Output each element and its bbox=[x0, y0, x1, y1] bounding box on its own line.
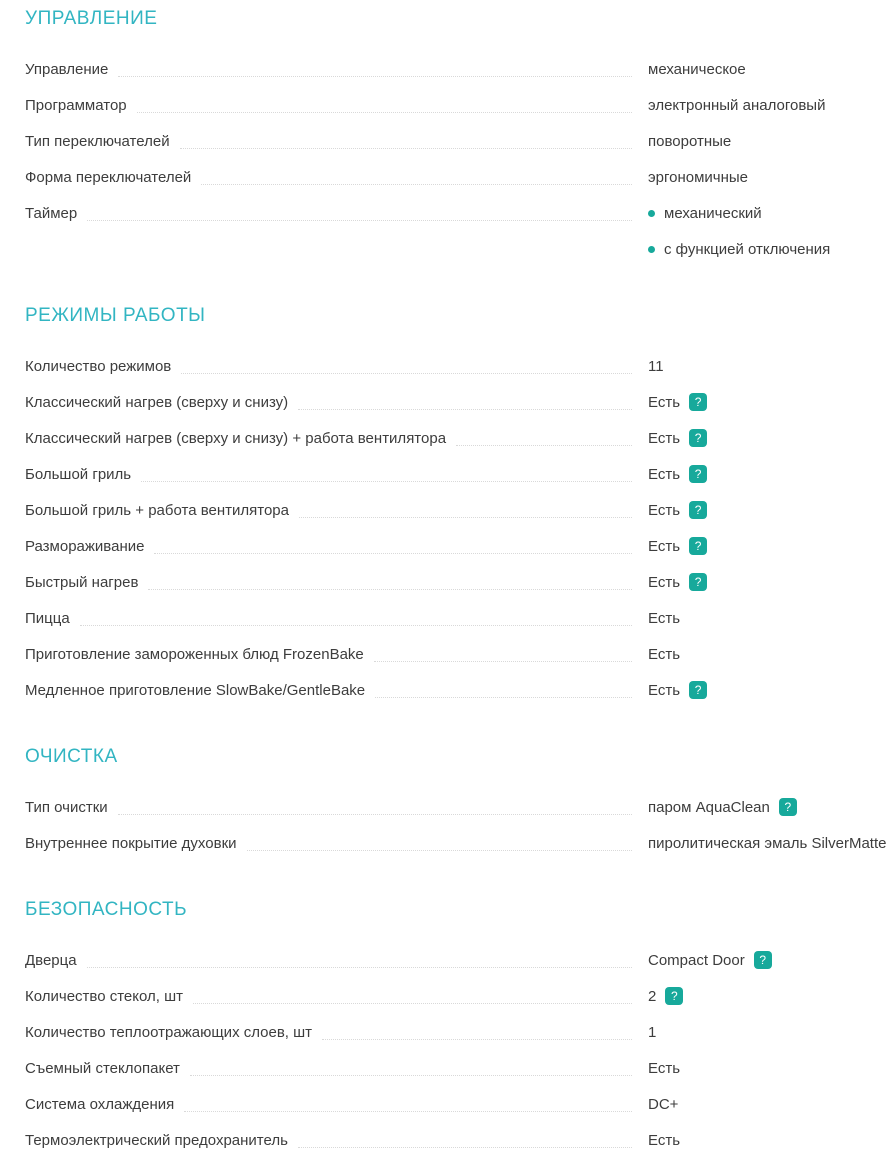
spec-value: эргономичные bbox=[648, 168, 749, 186]
spec-row-left bbox=[25, 978, 648, 1014]
spec-row bbox=[25, 87, 895, 123]
spec-label: Количество режимов bbox=[25, 357, 172, 375]
spec-row-left bbox=[25, 51, 648, 87]
spec-row-value-area bbox=[648, 528, 895, 564]
bullet-label: с функцией отключения bbox=[664, 240, 831, 258]
spec-row-left bbox=[25, 492, 648, 528]
value-line bbox=[648, 492, 895, 528]
dotted-leader bbox=[181, 358, 632, 374]
spec-label: Управление bbox=[25, 60, 109, 78]
spec-row bbox=[25, 51, 895, 87]
spec-label: Большой гриль + работа вентилятора bbox=[25, 501, 289, 519]
section-rows bbox=[25, 789, 895, 861]
spec-row bbox=[25, 456, 895, 492]
value-line bbox=[648, 348, 895, 384]
spec-row-value-area bbox=[648, 942, 895, 978]
spec-row bbox=[25, 564, 895, 600]
dotted-leader bbox=[299, 502, 632, 518]
dotted-leader bbox=[322, 1024, 632, 1040]
spec-row-value-area bbox=[648, 51, 895, 87]
spec-row bbox=[25, 636, 895, 672]
spec-value: Compact Door bbox=[648, 951, 745, 969]
spec-row-left bbox=[25, 195, 648, 231]
dotted-leader bbox=[201, 169, 632, 185]
spec-label: Приготовление замороженных блюд FrozenBake bbox=[25, 645, 364, 663]
dotted-leader bbox=[298, 1132, 632, 1148]
spec-value: 1 bbox=[648, 1023, 657, 1041]
spec-row bbox=[25, 1122, 895, 1158]
spec-value: Есть bbox=[648, 1131, 681, 1149]
spec-row-value-area bbox=[648, 636, 895, 672]
value-line bbox=[648, 825, 895, 861]
value-line bbox=[648, 636, 895, 672]
spec-value: DC+ bbox=[648, 1095, 679, 1113]
help-icon[interactable]: ? bbox=[689, 393, 707, 411]
value-line bbox=[648, 978, 895, 1014]
value-line bbox=[648, 384, 895, 420]
dotted-leader bbox=[180, 133, 632, 149]
value-line bbox=[648, 456, 895, 492]
spec-value: поворотные bbox=[648, 132, 732, 150]
dotted-leader bbox=[247, 835, 632, 851]
spec-label: Количество теплоотражающих слоев, шт bbox=[25, 1023, 313, 1041]
spec-row-left bbox=[25, 1086, 648, 1122]
spec-row-value-area bbox=[648, 978, 895, 1014]
spec-label: Дверца bbox=[25, 951, 77, 969]
value-line bbox=[648, 87, 895, 123]
spec-label: Медленное приготовление SlowBake/GentleBake bbox=[25, 681, 366, 699]
value-line bbox=[648, 123, 895, 159]
spec-row-left bbox=[25, 159, 648, 195]
spec-value: Есть bbox=[648, 501, 681, 519]
spec-row-left bbox=[25, 87, 648, 123]
help-icon[interactable]: ? bbox=[754, 951, 772, 969]
spec-row-left bbox=[25, 384, 648, 420]
value-line bbox=[648, 1122, 895, 1158]
spec-row bbox=[25, 600, 895, 636]
spec-label: Размораживание bbox=[25, 537, 145, 555]
spec-row-left bbox=[25, 420, 648, 456]
dotted-leader bbox=[374, 646, 632, 662]
help-icon[interactable]: ? bbox=[779, 798, 797, 816]
spec-row-value-area bbox=[648, 1050, 895, 1086]
spec-row-value-area bbox=[648, 123, 895, 159]
value-line bbox=[648, 420, 895, 456]
spec-value: паром AquaClean bbox=[648, 798, 770, 816]
spec-row bbox=[25, 492, 895, 528]
help-icon[interactable]: ? bbox=[665, 987, 683, 1005]
spec-row-value-area bbox=[648, 564, 895, 600]
spec-value: Есть bbox=[648, 1059, 681, 1077]
dotted-leader bbox=[87, 205, 632, 221]
spec-row bbox=[25, 978, 895, 1014]
spec-label: Съемный стеклопакет bbox=[25, 1059, 180, 1077]
help-icon[interactable]: ? bbox=[689, 681, 707, 699]
spec-row-left bbox=[25, 825, 648, 861]
spec-value: Есть bbox=[648, 573, 681, 591]
bullet-dot-icon bbox=[648, 210, 655, 217]
spec-row bbox=[25, 384, 895, 420]
spec-row-left bbox=[25, 456, 648, 492]
spec-value: электронный аналоговый bbox=[648, 96, 826, 114]
spec-label: Система охлаждения bbox=[25, 1095, 175, 1113]
dotted-leader bbox=[137, 97, 632, 113]
section-title: БЕЗОПАСНОСТЬ bbox=[25, 899, 188, 920]
spec-value: Есть bbox=[648, 465, 681, 483]
value-line bbox=[648, 942, 895, 978]
spec-section bbox=[25, 899, 895, 1158]
spec-row-value-area bbox=[648, 1122, 895, 1158]
spec-label: Программатор bbox=[25, 96, 127, 114]
value-line bbox=[648, 789, 895, 825]
spec-row bbox=[25, 825, 895, 861]
dotted-leader bbox=[80, 610, 632, 626]
help-icon[interactable]: ? bbox=[689, 429, 707, 447]
spec-label: Таймер bbox=[25, 204, 78, 222]
spec-section bbox=[25, 305, 895, 708]
spec-value: Есть bbox=[648, 609, 681, 627]
spec-row-value-area bbox=[648, 195, 895, 267]
spec-row-value-area bbox=[648, 1086, 895, 1122]
spec-value: Есть bbox=[648, 393, 681, 411]
spec-value: 11 bbox=[648, 357, 664, 375]
spec-row bbox=[25, 123, 895, 159]
dotted-leader bbox=[190, 1060, 632, 1076]
value-line bbox=[648, 672, 895, 708]
spec-row-value-area bbox=[648, 348, 895, 384]
spec-label: Термоэлектрический предохранитель bbox=[25, 1131, 288, 1149]
dotted-leader bbox=[154, 538, 632, 554]
spec-label: Классический нагрев (сверху и снизу) bbox=[25, 393, 289, 411]
spec-value: 2 bbox=[648, 987, 657, 1005]
spec-value: Есть bbox=[648, 537, 681, 555]
spec-row-left bbox=[25, 672, 648, 708]
spec-row-value-area bbox=[648, 420, 895, 456]
spec-row-value-area bbox=[648, 825, 895, 861]
spec-section bbox=[25, 8, 895, 267]
spec-row-value-area bbox=[648, 672, 895, 708]
spec-row-left bbox=[25, 1050, 648, 1086]
spec-row-value-area bbox=[648, 492, 895, 528]
spec-label: Быстрый нагрев bbox=[25, 573, 139, 591]
help-icon[interactable]: ? bbox=[689, 573, 707, 591]
spec-row bbox=[25, 942, 895, 978]
value-line bbox=[648, 1050, 895, 1086]
dotted-leader bbox=[193, 988, 632, 1004]
value-line bbox=[648, 1014, 895, 1050]
value-line bbox=[648, 600, 895, 636]
dotted-leader bbox=[184, 1096, 632, 1112]
value-line bbox=[648, 1086, 895, 1122]
spec-value: механическое bbox=[648, 60, 746, 78]
section-title: ОЧИСТКА bbox=[25, 746, 118, 767]
bullet-dot-icon bbox=[648, 246, 655, 253]
spec-row-left bbox=[25, 123, 648, 159]
section-rows bbox=[25, 348, 895, 708]
dotted-leader bbox=[456, 430, 632, 446]
value-line bbox=[648, 564, 895, 600]
spec-row-left bbox=[25, 636, 648, 672]
spec-row bbox=[25, 159, 895, 195]
spec-label: Пицца bbox=[25, 609, 70, 627]
spec-label: Тип переключателей bbox=[25, 132, 170, 150]
spec-row-left bbox=[25, 600, 648, 636]
spec-row-value-area bbox=[648, 456, 895, 492]
spec-row-left bbox=[25, 1014, 648, 1050]
spec-row-value-area bbox=[648, 789, 895, 825]
dotted-leader bbox=[141, 466, 632, 482]
value-line bbox=[648, 159, 895, 195]
spec-label: Внутреннее покрытие духовки bbox=[25, 834, 237, 852]
section-title: УПРАВЛЕНИЕ bbox=[25, 8, 158, 29]
dotted-leader bbox=[298, 394, 632, 410]
spec-row-value-area bbox=[648, 1014, 895, 1050]
section-rows bbox=[25, 51, 895, 267]
spec-row bbox=[25, 1050, 895, 1086]
bullet-item bbox=[648, 231, 895, 267]
spec-label: Форма переключателей bbox=[25, 168, 192, 186]
spec-value: Есть bbox=[648, 645, 681, 663]
spec-value: пиролитическая эмаль SilverMatte bbox=[648, 834, 887, 852]
dotted-leader bbox=[375, 682, 632, 698]
spec-label: Классический нагрев (сверху и снизу) + работа вентилятора bbox=[25, 429, 447, 447]
spec-row-value-area bbox=[648, 600, 895, 636]
spec-row-left bbox=[25, 564, 648, 600]
dotted-leader bbox=[87, 952, 632, 968]
spec-row bbox=[25, 195, 895, 267]
dotted-leader bbox=[118, 61, 632, 77]
section-rows bbox=[25, 942, 895, 1158]
spec-row-value-area bbox=[648, 384, 895, 420]
spec-row-value-area bbox=[648, 159, 895, 195]
bullet-item bbox=[648, 195, 895, 231]
spec-row-left bbox=[25, 1122, 648, 1158]
bullet-label: механический bbox=[664, 204, 762, 222]
spec-row bbox=[25, 1086, 895, 1122]
help-icon[interactable]: ? bbox=[689, 465, 707, 483]
spec-row-left bbox=[25, 942, 648, 978]
help-icon[interactable]: ? bbox=[689, 501, 707, 519]
value-line bbox=[648, 528, 895, 564]
spec-row bbox=[25, 1014, 895, 1050]
spec-value: Есть bbox=[648, 429, 681, 447]
section-title: РЕЖИМЫ РАБОТЫ bbox=[25, 305, 206, 326]
dotted-leader bbox=[118, 799, 632, 815]
spec-row bbox=[25, 672, 895, 708]
spec-row-left bbox=[25, 528, 648, 564]
spec-row bbox=[25, 789, 895, 825]
spec-label: Количество стекол, шт bbox=[25, 987, 183, 1005]
dotted-leader bbox=[148, 574, 632, 590]
help-icon[interactable]: ? bbox=[689, 537, 707, 555]
spec-label: Тип очистки bbox=[25, 798, 108, 816]
spec-row-left bbox=[25, 348, 648, 384]
spec-label: Большой гриль bbox=[25, 465, 132, 483]
spec-row-value-area bbox=[648, 87, 895, 123]
spec-value: Есть bbox=[648, 681, 681, 699]
spec-row bbox=[25, 528, 895, 564]
spec-section bbox=[25, 746, 895, 861]
value-line bbox=[648, 51, 895, 87]
spec-row-left bbox=[25, 789, 648, 825]
spec-row bbox=[25, 420, 895, 456]
spec-row bbox=[25, 348, 895, 384]
